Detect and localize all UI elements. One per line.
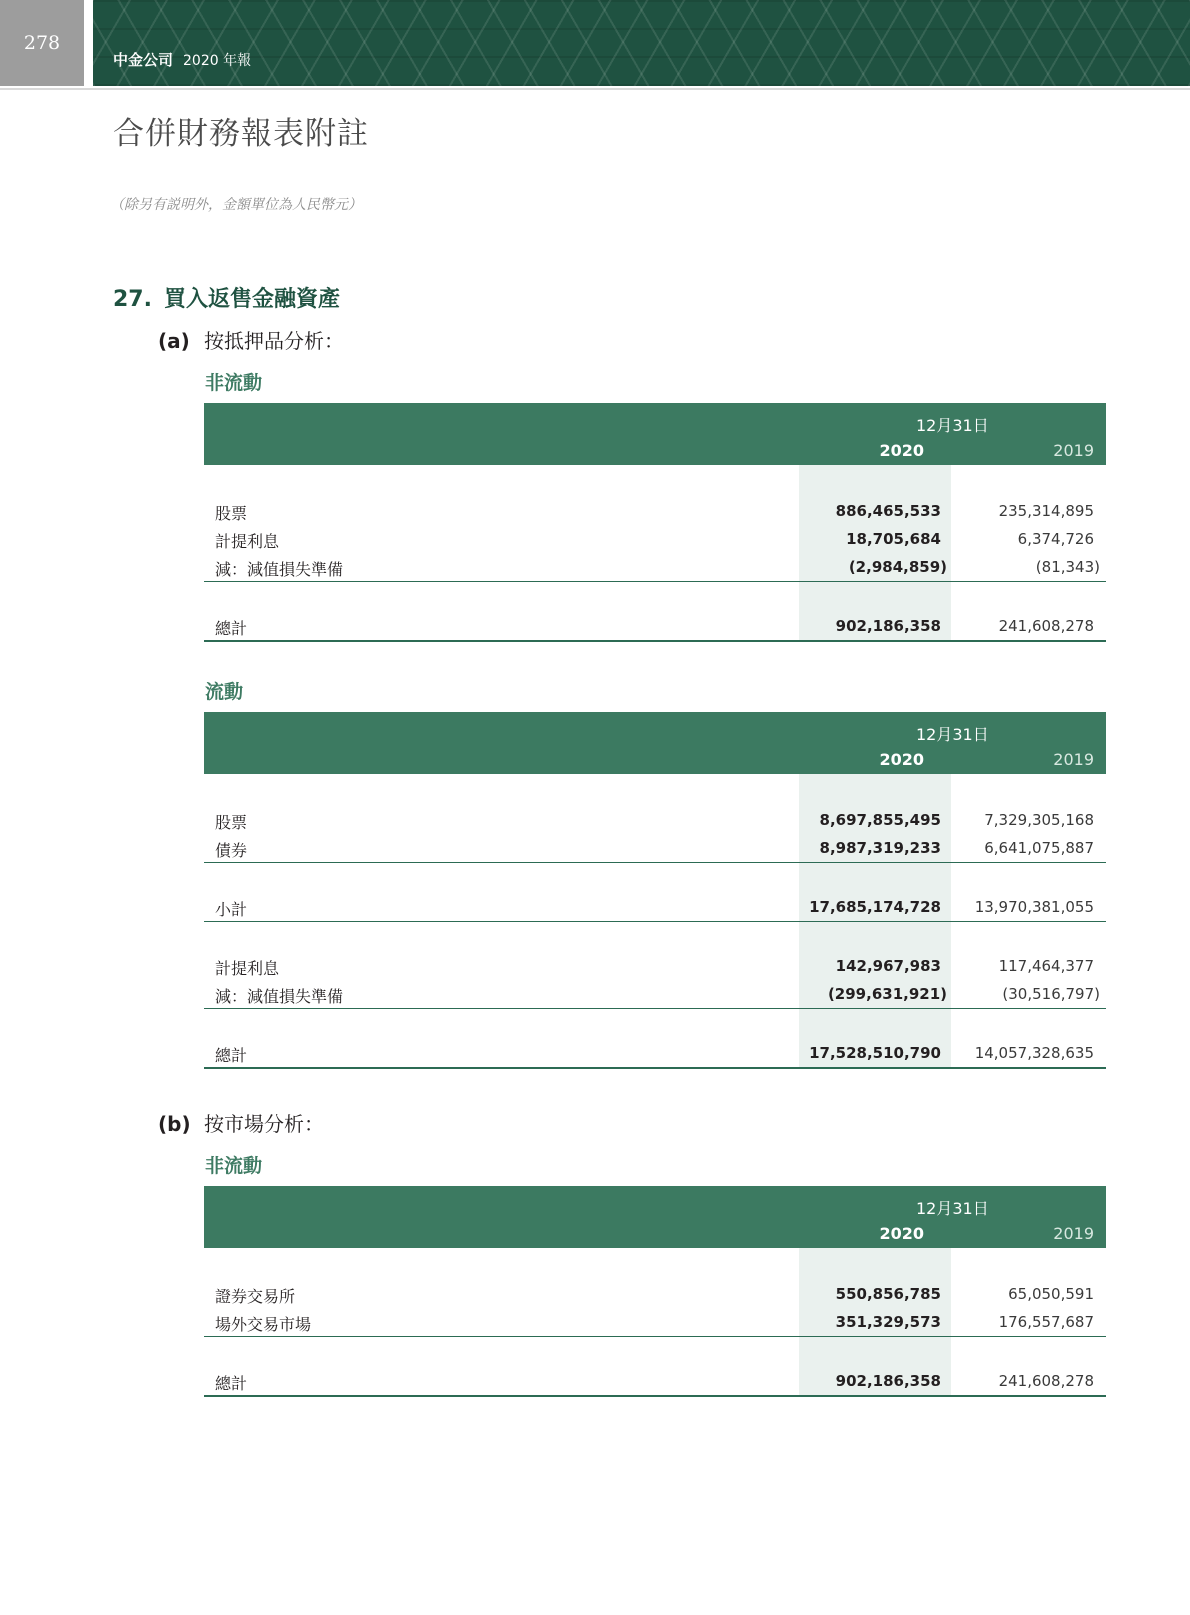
value-2020: 886,465,533 [835,502,941,520]
table-row [204,553,1106,582]
header-banner [93,0,1190,86]
value-2020: 550,856,785 [835,1285,941,1303]
table-body [204,1248,1106,1397]
column-2019: 2019 [1053,750,1094,769]
subsection-a-heading [158,325,344,354]
value-2019: 13,970,381,055 [974,898,1094,916]
value-2020: 902,186,358 [835,617,941,635]
section-title: 買入返售金融資產 [163,287,340,312]
value-2020: 351,329,573 [835,1313,941,1331]
table-row [204,952,1106,980]
row-label: 股票 [215,504,248,523]
column-date: 12月31日 [916,416,989,435]
value-2019: 241,608,278 [998,1372,1094,1390]
row-label: 場外交易市場 [215,1315,312,1334]
table-b-noncurrent-label: 非流動 [205,1155,263,1177]
table-b-noncurrent [204,1186,1106,1397]
table-a-current [204,712,1106,1069]
page-number: 278 [0,0,84,86]
value-2020: 8,987,319,233 [819,839,941,857]
table-a-current-label: 流動 [205,681,244,703]
value-2020: 8,697,855,495 [819,811,941,829]
table-row [204,1280,1106,1308]
row-label: 股票 [215,813,248,832]
table-row [204,806,1106,834]
row-label: 減：減值損失準備 [215,987,344,1006]
value-2019: 6,374,726 [1017,530,1094,548]
subsection-b-heading [158,1108,324,1137]
column-2020: 2020 [879,1224,924,1243]
value-2019: 14,057,328,635 [974,1044,1094,1062]
subsection-a-tag: (a) [158,329,190,353]
value-2019: (81,343) [1035,558,1100,576]
column-2019: 2019 [1053,441,1094,460]
section-heading [113,282,340,313]
subsection-a-title: 按抵押品分析： [204,329,344,353]
table-header [204,403,1106,465]
row-label: 總計 [215,1046,248,1065]
value-2019: 235,314,895 [998,502,1094,520]
value-2020: 17,528,510,790 [809,1044,941,1062]
table-header [204,1186,1106,1248]
report-title [113,49,251,70]
value-2019: 241,608,278 [998,617,1094,635]
value-2020: 18,705,684 [846,530,941,548]
column-2020: 2020 [879,441,924,460]
row-label: 計提利息 [215,532,280,551]
table-header [204,712,1106,774]
table-row [204,834,1106,863]
total-row [204,1367,1106,1397]
total-row [204,612,1106,642]
row-label: 總計 [215,1374,248,1393]
value-2020: 142,967,983 [835,957,941,975]
table-a-noncurrent [204,403,1106,642]
column-date: 12月31日 [916,725,989,744]
column-date: 12月31日 [916,1199,989,1218]
row-label: 計提利息 [215,959,280,978]
company-name: 中金公司 [113,51,174,69]
page-title: 合併財務報表附註 [113,116,369,152]
subsection-b-tag: (b) [158,1112,191,1136]
column-2020: 2020 [879,750,924,769]
table-body [204,774,1106,1069]
subsection-b-title: 按市場分析： [204,1112,324,1136]
value-2019: 7,329,305,168 [984,811,1094,829]
value-2020: 17,685,174,728 [809,898,941,916]
report-name: 2020 年報 [183,53,252,69]
total-row [204,1039,1106,1069]
header-divider [0,88,1190,90]
row-label: 減：減值損失準備 [215,560,344,579]
value-2019: 176,557,687 [998,1313,1094,1331]
value-2019: 6,641,075,887 [984,839,1094,857]
table-row [204,497,1106,525]
column-2019: 2019 [1053,1224,1094,1243]
value-2020: (2,984,859) [848,558,947,576]
value-2020: (299,631,921) [827,985,947,1003]
table-row [204,525,1106,553]
value-2020: 902,186,358 [835,1372,941,1390]
row-label: 小計 [215,900,248,919]
table-body [204,465,1106,642]
section-number: 27. [113,287,152,312]
row-label: 總計 [215,619,248,638]
value-2019: 65,050,591 [1008,1285,1094,1303]
row-label: 證券交易所 [215,1287,296,1306]
subtotal-row [204,893,1106,922]
table-a-noncurrent-label: 非流動 [205,372,263,394]
value-2019: (30,516,797) [1002,985,1100,1003]
table-row [204,980,1106,1009]
currency-note: （除另有説明外，金額單位為人民幣元） [110,197,362,213]
table-row [204,1308,1106,1337]
row-label: 債券 [215,841,248,860]
value-2019: 117,464,377 [998,957,1094,975]
